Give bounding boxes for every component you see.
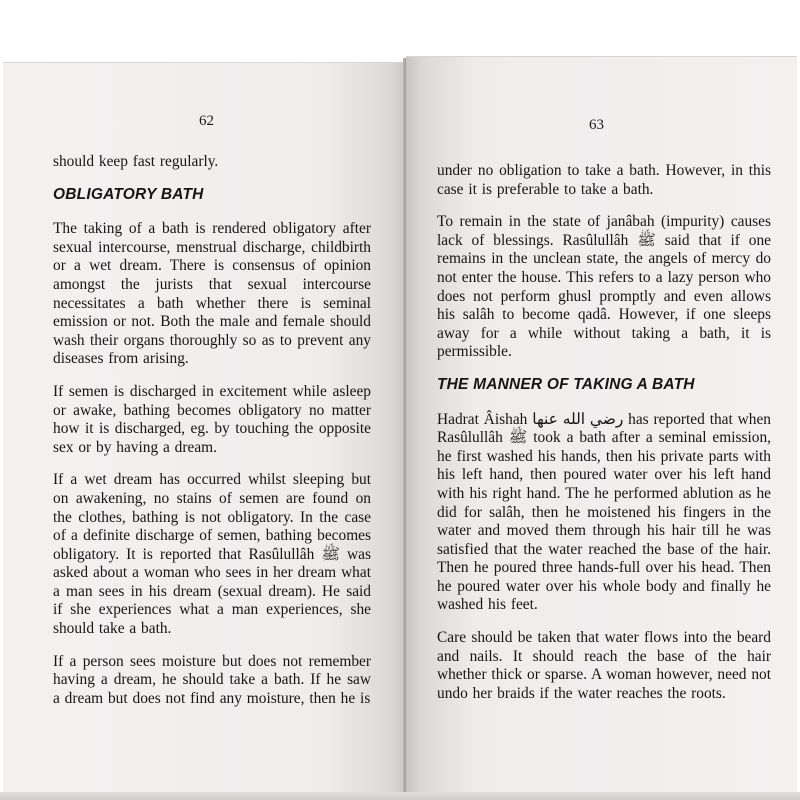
paragraph: under no obligation to take a bath. However, in this case it is preferable to take a bath. — [437, 162, 771, 198]
paragraph: should keep fast regularly. — [53, 153, 219, 170]
page-bottom-edge — [0, 792, 800, 800]
paragraph: The taking of a bath is rendered obligatory after sexual intercourse, menstrual discharge, childbirth or a wet dream. There is consensus of opinion amongst the jurists that sexual intercourse necessitates a bath whether there is seminal emission or not. Both the male and female should wash their organs thoroughly so as to prevent any diseases from arising. — [53, 220, 371, 368]
page-content — [53, 153, 371, 722]
page-number: 63 — [589, 117, 604, 133]
section-heading: OBLIGATORY BATH — [53, 185, 204, 203]
paragraph: If semen is discharged in excitement while asleep or awake, bathing becomes obligatory no matter how it is discharged, eg. by touching the opposite sex or by having a dream. — [53, 382, 371, 456]
paragraph: To remain in the state of janâbah (impurity) causes lack of blessings. Rasûlullâh ﷺ said that if one remains in the unclean state, the angels of mercy do not enter the house. This refers to a lazy person who does not perform ghusl promptly and even allows his salâh to become qadâ. However, if one sleeps away for a while without taking a bath, it is permissible. — [437, 213, 771, 361]
paragraph: If a wet dream has occurred whilst sleeping but on awakening, no stains of semen are found on the clothes, bathing is not obligatory. In the case of a definite discharge of semen, bathing becomes obligatory. It is reported that Rasûlullâh ﷺ was asked about a woman who sees in her dream what a man sees in his dream (sexual dream). He said if she experiences what a man experiences, she should take a bath. — [53, 471, 371, 638]
page-content — [437, 162, 771, 717]
right-page — [406, 56, 797, 797]
paragraph: Hadrat Âishah رضي الله عنها has reported that when Rasûlullâh ﷺ took a bath after a seminal emission, he first washed his hands, then his private parts with his left hand, then poured water over his left hand with his right hand. The he performed ablution as he did for salâh, then he moistened his fingers in the water and moved them through his hair till he was satisfied that the water reached the base of the hair. Then he poured three hands-full over his head. Then he poured water over his whole body and finally he washed his feet. — [437, 410, 771, 614]
paragraph: If a person sees moisture but does not remember having a dream, he should take a bath. If he saw a dream but does not find any moisture, then he is — [53, 652, 371, 707]
page-number: 62 — [199, 113, 214, 129]
left-page — [3, 62, 406, 797]
section-heading: THE MANNER OF TAKING A BATH — [437, 375, 695, 393]
paragraph: Care should be taken that water flows into the beard and nails. It should reach the base of the hair whether thick or sparse. A woman however, need not undo her braids if the water reaches the roots. — [437, 629, 771, 702]
